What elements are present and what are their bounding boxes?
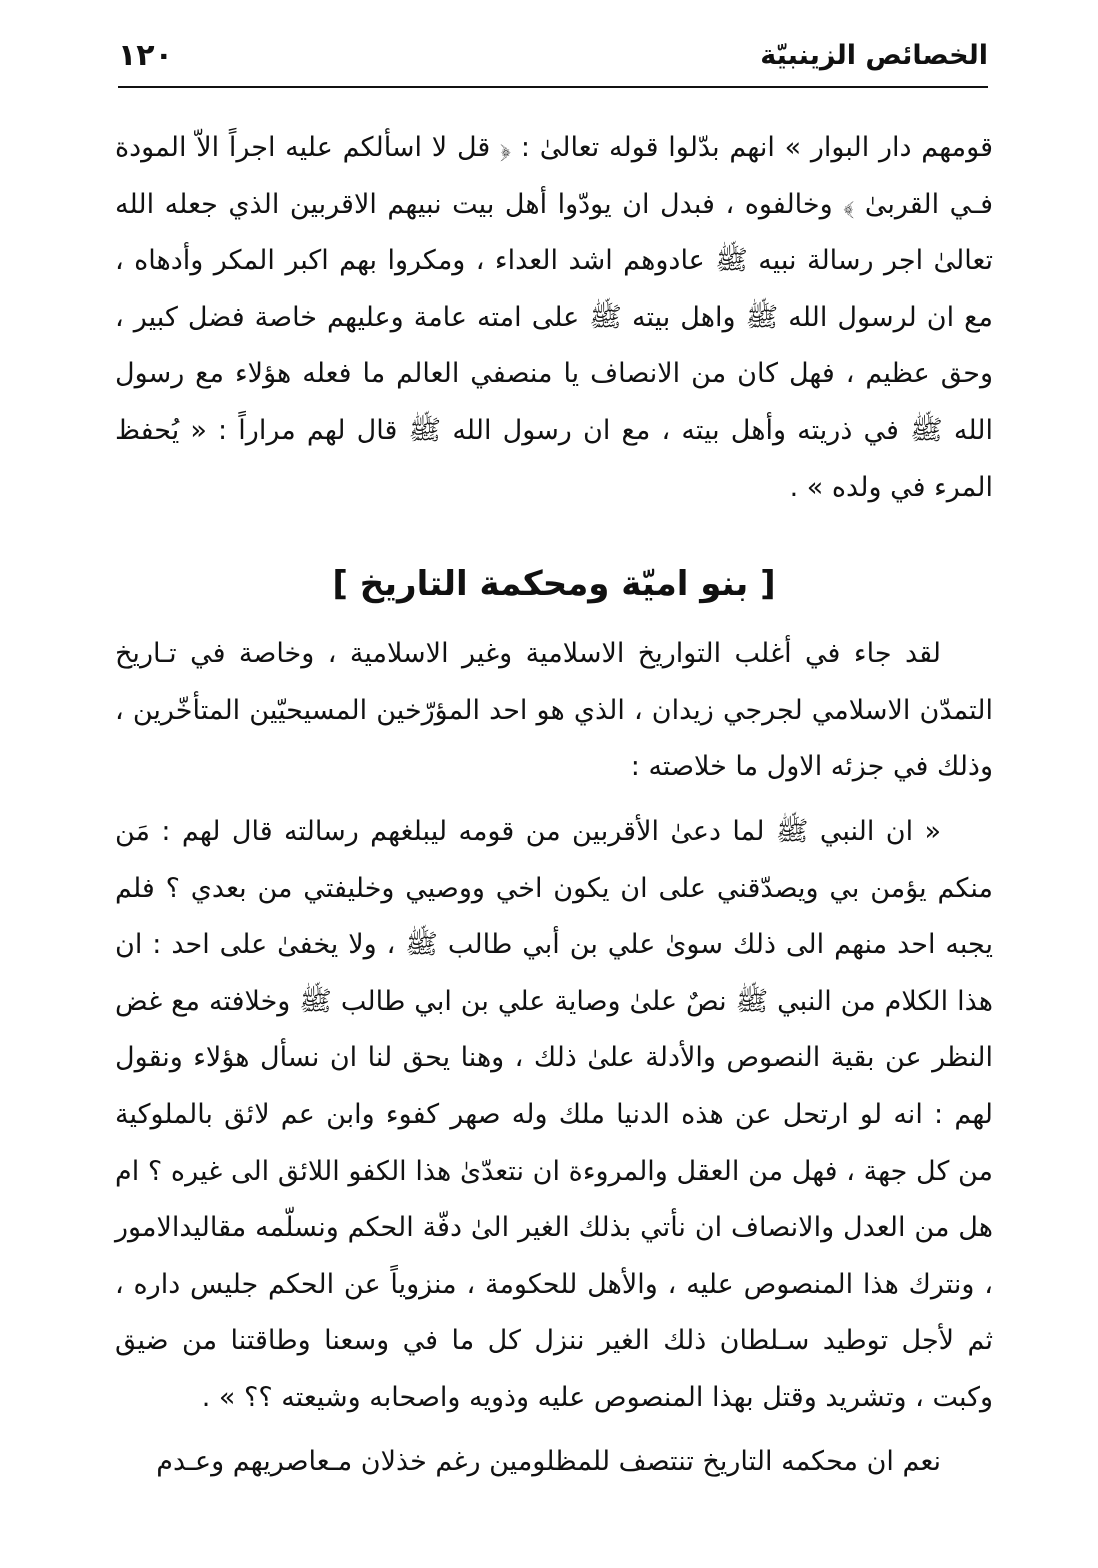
paragraph-2: لقد جاء في أغلب التواريخ الاسلامية وغير الاسلامية ، وخاصة في تـاريخ التمدّن الاسلامي لجرجي زيدان ، الذي هو احد المؤرّخين المسيحيّين المتأخّرين ، وذلك في جزئه الاول ما خلاصته : [115, 638, 993, 783]
paragraph-3: « ان النبي ﷺ لما دعىٰ الأقربين من قومه ليبلغهم رسالته قال لهم : مَن منكم يؤمن بي ويصدّقني على ان يكون اخي ووصيي وخليفتي من بعدي ؟ فلم يجبه احد منهم الى ذلك سوىٰ علي بن أبي طالب ﷺ ، ولا يخفىٰ على احد : ان هذا الكلام من النبي ﷺ نصٌ علىٰ وصاية علي بن ابي طالب ﷺ وخلافته مع غض النظر عن بقية النصوص والأدلة علىٰ ذلك ، وهنا يحق لنا ان نسأل هؤلاء ونقول لهم : انه لو ارتحل عن هذه الدنيا ملك وله صهر كفوء وابن عم لائق بالملوكية من كل جهة ، فهل من العقل والمروءة ان نتعدّىٰ هذا الكفو اللائق الى غيره ؟ ام هل من العدل والانصاف ان نأتي بذلك الغير الىٰ دفّة الحكم ونسلّمه مقاليدالامور ، ونترك هذا المنصوص عليه ، والأهل للحكومة ، منزوياً عن الحكم جليس داره ، ثم لأجل توطيد سـلطان ذلك الغير ننزل كل ما في وسعنا وطاقتنا من ضيق وكبت ، وتشريد وقتل بهذا المنصوص عليه وذويه واصحابه وشيعته ؟؟ » . [115, 815, 993, 1413]
section-heading: [ بنو اميّة ومحكمة التاريخ ] [332, 564, 776, 605]
paragraph-1: قومهم دار البوار » انهم بدّلوا قوله تعالىٰ : ﴿ قل لا اسألكم عليه اجراً الاّ المودة فـي القربىٰ ﴾ وخالفوه ، فبدل ان يودّوا أهل بيت نبيهم الاقربين الذي جعله الله تعالىٰ اجر رسالة نبيه ﷺ عادوهم اشد العداء ، ومكروا بهم اكبر المكر وأدهاه ، مع ان لرسول الله ﷺ واهل بيته ﷺ على امته عامة وعليهم خاصة فضل كبير ، وحق عظيم ، فهل كان من الانصاف يا منصفي العالم ما فعله هؤلاء مع رسول الله ﷺ في ذريته وأهل بيته ، مع ان رسول الله ﷺ قال لهم مراراً : « يُحفظ المرء في ولده » . [115, 132, 993, 503]
running-header [118, 36, 988, 88]
page-number: ١٢٠ [118, 38, 173, 73]
paragraph-4: نعم ان محكمه التاريخ تنتصف للمظلومين رغم خذلان مـعاصريهم وعـدم [156, 1446, 941, 1478]
page-body [115, 120, 993, 1491]
running-title: الخصائص الزينبيّة [760, 40, 988, 71]
